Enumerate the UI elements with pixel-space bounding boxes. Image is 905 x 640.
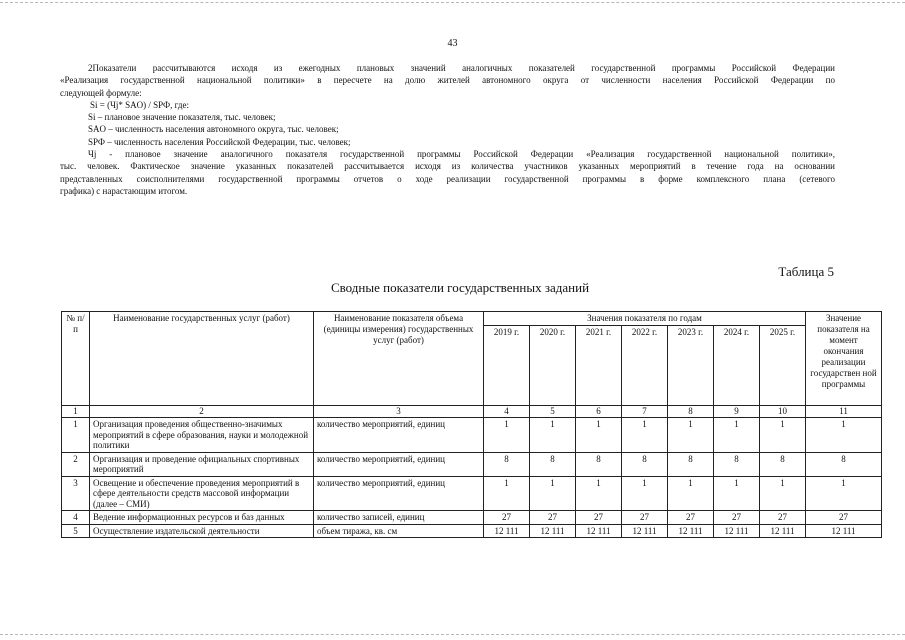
scan-edge-bottom — [0, 634, 905, 637]
row-no: 5 — [62, 524, 90, 538]
page-number: 43 — [447, 38, 458, 49]
footnote-line: тыс. человек. Фактическое значение указанных показателей рассчитывается исходя из количества участников указанных мероприятий в течение года на основании — [60, 161, 835, 172]
row-indicator: объем тиража, кв. см — [314, 524, 484, 538]
footnote-line: графика) с нарастающим итогом. — [60, 185, 188, 196]
footnote-line: «Реализация государственной национальной политики» в пересчете на долю жителей автономного округа от численности населения Российской Федерации по — [60, 75, 835, 86]
row-value: 1 — [622, 418, 668, 453]
table-label: Таблица 5 — [778, 264, 834, 279]
header-year: 2023 г. — [668, 326, 714, 406]
header-indicator: Наименование показателя объема (единицы измерения) государственных услуг (работ) — [314, 312, 484, 406]
row-value: 8 — [760, 452, 806, 476]
row-value: 12 111 — [484, 524, 530, 538]
row-service: Осуществление издательской деятельности — [90, 524, 314, 538]
row-final: 12 111 — [806, 524, 882, 538]
row-value: 27 — [484, 511, 530, 525]
header-values-by-year: Значения показателя по годам — [484, 312, 806, 326]
column-number: 3 — [314, 406, 484, 418]
footnote-line: 2Показатели рассчитываются исходя из ежегодных плановых значений аналогичных показателей государственной программы Российской Федерации — [88, 63, 835, 73]
footnote-line: Чj - плановое значение аналогичного показателя государственной программы Российской Федерации «Реализация государственной национальной политики», — [88, 149, 835, 160]
header-year: 2020 г. — [530, 326, 576, 406]
row-value: 1 — [668, 476, 714, 511]
row-no: 2 — [62, 452, 90, 476]
table-row — [62, 476, 882, 511]
row-indicator: количество мероприятий, единиц — [314, 418, 484, 453]
table-title: Сводные показатели государственных заданий — [330, 280, 590, 295]
column-number: 8 — [668, 406, 714, 418]
row-value: 8 — [576, 452, 622, 476]
row-value: 8 — [668, 452, 714, 476]
footnote-line: представленных соисполнителями государственной программы отчетов о ходе реализации государственной программы в форме комплексного плана (сетевого — [60, 173, 835, 184]
table-row — [62, 524, 882, 538]
header-service: Наименование государственных услуг (работ) — [90, 312, 314, 406]
column-number: 4 — [484, 406, 530, 418]
row-value: 12 111 — [576, 524, 622, 538]
row-indicator: количество записей, единиц — [314, 511, 484, 525]
column-number: 6 — [576, 406, 622, 418]
definition: SAO – численность населения автономного округа, тыс. человек; — [88, 124, 339, 135]
row-value: 12 111 — [760, 524, 806, 538]
header-year: 2021 г. — [576, 326, 622, 406]
row-value: 8 — [530, 452, 576, 476]
row-value: 12 111 — [714, 524, 760, 538]
row-value: 8 — [622, 452, 668, 476]
row-value: 1 — [668, 418, 714, 453]
row-value: 27 — [668, 511, 714, 525]
column-number: 1 — [62, 406, 90, 418]
column-number: 9 — [714, 406, 760, 418]
row-value: 12 111 — [530, 524, 576, 538]
row-value: 12 111 — [622, 524, 668, 538]
row-no: 1 — [62, 418, 90, 453]
header-year: 2022 г. — [622, 326, 668, 406]
row-value: 1 — [484, 476, 530, 511]
row-indicator: количество мероприятий, единиц — [314, 452, 484, 476]
table-row — [62, 452, 882, 476]
row-value: 12 111 — [668, 524, 714, 538]
row-value: 27 — [760, 511, 806, 525]
header-final-value: Значение показателя на момент окончания реализации государствен ной программы — [806, 312, 882, 406]
row-value: 1 — [622, 476, 668, 511]
row-value: 1 — [484, 418, 530, 453]
row-no: 3 — [62, 476, 90, 511]
row-value: 1 — [760, 476, 806, 511]
column-number: 10 — [760, 406, 806, 418]
column-number: 7 — [622, 406, 668, 418]
row-value: 1 — [760, 418, 806, 453]
row-no: 4 — [62, 511, 90, 525]
row-service: Организация проведения общественно-значимых мероприятий в сфере образования, науки и молодежной политики — [90, 418, 314, 453]
indicators-table — [61, 311, 882, 538]
row-value: 1 — [714, 418, 760, 453]
column-number: 11 — [806, 406, 882, 418]
row-value: 27 — [714, 511, 760, 525]
row-value: 27 — [576, 511, 622, 525]
row-value: 27 — [622, 511, 668, 525]
row-value: 1 — [576, 418, 622, 453]
row-final: 1 — [806, 418, 882, 453]
footnote-block — [60, 62, 835, 197]
header-no: № п/п — [62, 312, 90, 406]
header-year: 2019 г. — [484, 326, 530, 406]
column-number: 2 — [90, 406, 314, 418]
row-indicator: количество мероприятий, единиц — [314, 476, 484, 511]
formula: Si = (Чj* SAO) / SРФ, где: — [90, 99, 189, 110]
footnote-line: следующей формуле: — [60, 87, 142, 98]
column-number: 5 — [530, 406, 576, 418]
row-value: 27 — [530, 511, 576, 525]
row-value: 8 — [484, 452, 530, 476]
row-value: 1 — [530, 418, 576, 453]
header-year: 2024 г. — [714, 326, 760, 406]
row-value: 1 — [576, 476, 622, 511]
row-service: Ведение информационных ресурсов и баз данных — [90, 511, 314, 525]
header-year: 2025 г. — [760, 326, 806, 406]
table-row — [62, 511, 882, 525]
definition: Si – плановое значение показателя, тыс. человек; — [88, 112, 276, 123]
scan-edge-top — [0, 2, 905, 6]
row-final: 27 — [806, 511, 882, 525]
row-service: Освещение и обеспечение проведения мероприятий в сфере деятельности средств массовой информации (далее – СМИ) — [90, 476, 314, 511]
row-final: 1 — [806, 476, 882, 511]
table-row — [62, 418, 882, 453]
row-final: 8 — [806, 452, 882, 476]
definition: SРФ – численность населения Российской Федерации, тыс. человек; — [88, 136, 351, 147]
row-service: Организация и проведение официальных спортивных мероприятий — [90, 452, 314, 476]
row-value: 1 — [530, 476, 576, 511]
row-value: 1 — [714, 476, 760, 511]
row-value: 8 — [714, 452, 760, 476]
